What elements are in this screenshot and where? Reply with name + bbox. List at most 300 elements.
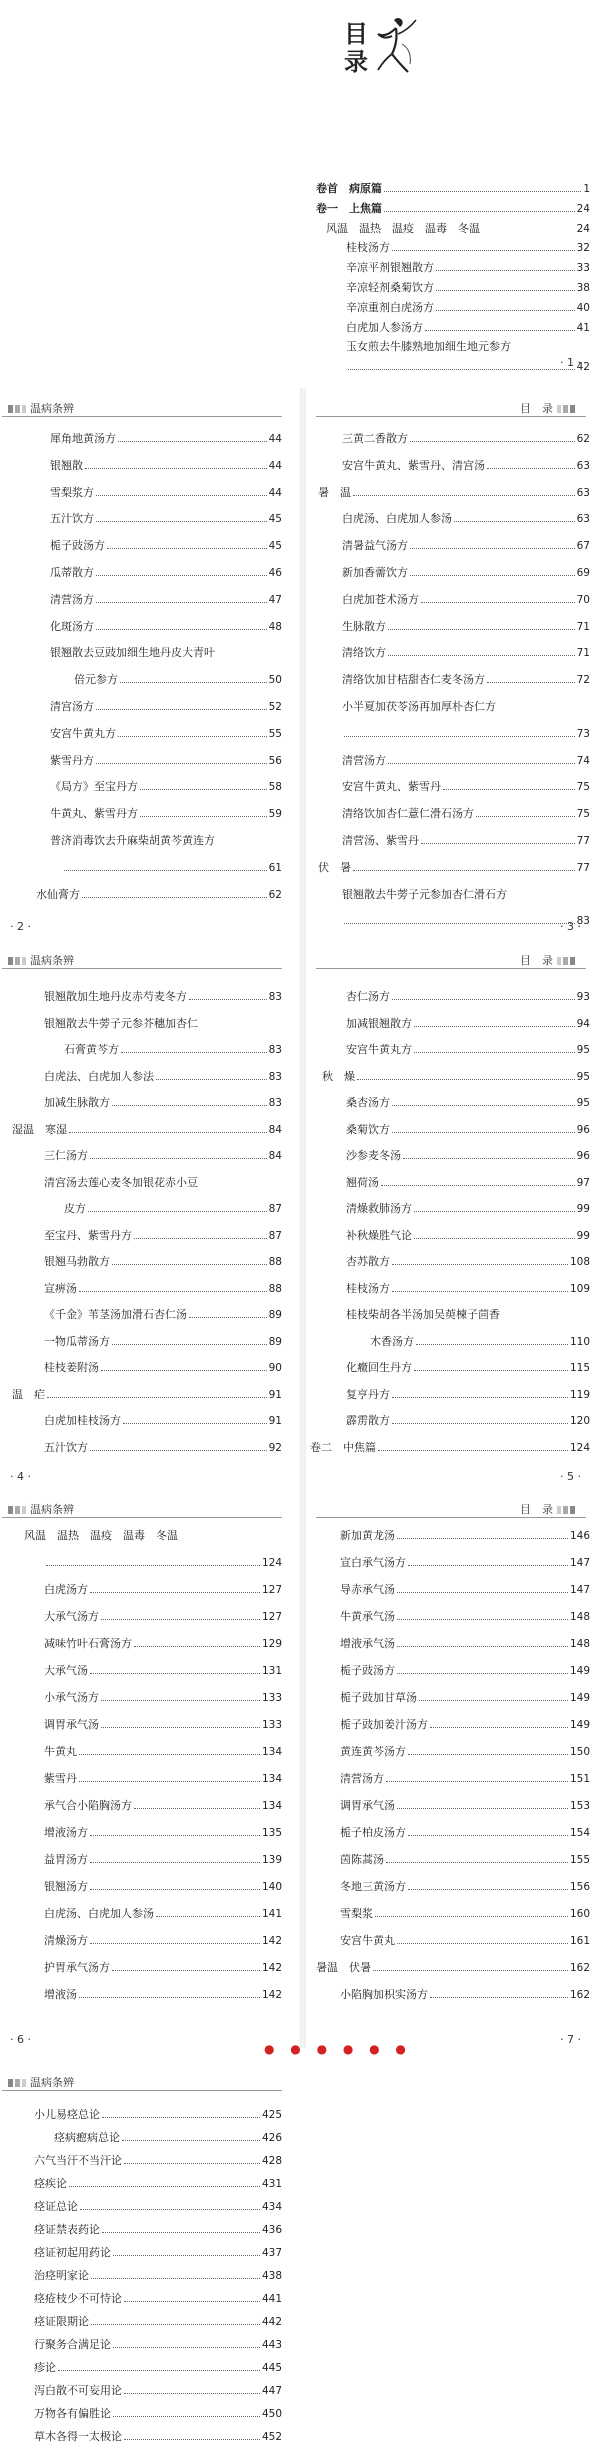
toc-entry[interactable] (44, 1357, 282, 1375)
dot-leader (357, 1079, 575, 1080)
dot-leader (134, 1808, 260, 1809)
dot-leader (69, 1132, 267, 1133)
dot-leader (386, 1781, 568, 1782)
toc-entry-page-number: 56 (268, 754, 282, 767)
toc-entry[interactable] (342, 910, 590, 928)
toc-entry-page-number: 434 (261, 2201, 282, 2213)
toc-entry[interactable] (44, 1172, 282, 1190)
toc-entry-title: 温 疟 (12, 1387, 45, 1401)
toc-entry[interactable] (44, 1795, 282, 1813)
toc-entry[interactable] (34, 2357, 282, 2375)
toc-entry-page-number: 115 (569, 1362, 590, 1374)
toc-entry[interactable] (342, 616, 590, 634)
toc-entry-title: 六气当汗不当汗论 (34, 2154, 122, 2167)
toc-entry[interactable] (318, 857, 590, 875)
toc-entry-title: 清络饮方 (342, 646, 386, 660)
page-number: · 5 · (560, 1470, 581, 1483)
toc-entry[interactable] (340, 1903, 590, 1921)
toc-entry[interactable] (62, 857, 282, 875)
toc-entry[interactable] (340, 1606, 590, 1624)
toc-entry-title: 承气合小陷胸汤方 (44, 1799, 132, 1812)
toc-entry[interactable] (346, 1039, 590, 1057)
page-number: · 1 · (560, 356, 581, 369)
toc-entry[interactable] (44, 1633, 282, 1651)
toc-entry-title: 痉疾论 (34, 2177, 67, 2190)
toc-entry-page-number: 38 (576, 282, 590, 294)
toc-entry-page-number: 437 (261, 2247, 282, 2259)
toc-entry-title: 沙参麦冬汤 (346, 1149, 401, 1162)
toc-entry[interactable] (34, 2265, 282, 2283)
toc-entry-page-number: 52 (268, 701, 282, 713)
toc-entry[interactable] (44, 1984, 282, 2002)
toc-entry-page-number: 70 (576, 593, 590, 606)
toc-entry[interactable] (346, 1304, 590, 1322)
dot-leader (397, 1538, 568, 1539)
toc-entry[interactable] (44, 1552, 282, 1570)
toc-entry[interactable] (50, 508, 282, 526)
dot-leader (430, 1727, 568, 1728)
toc-entry[interactable] (50, 616, 282, 634)
toc-entry[interactable] (44, 1930, 282, 1948)
toc-entry-title: 小儿易痉总论 (34, 2108, 100, 2121)
toc-entry[interactable] (44, 1849, 282, 1867)
dot-leader (425, 330, 575, 331)
toc-entry[interactable] (346, 356, 590, 374)
toc-entry-title: 安宫牛黄丸方 (346, 1043, 412, 1056)
toc-entry-title: 益胃汤方 (44, 1853, 88, 1866)
toc-entry[interactable] (340, 1930, 590, 1948)
toc-entry-title: 导赤承气汤 (340, 1583, 395, 1596)
toc-entry-title: 桂枝柴胡各半汤加吴萸楝子茴香 (346, 1308, 500, 1321)
toc-entry-title: 新加香薷饮方 (342, 566, 408, 579)
dot-leader (90, 1835, 260, 1836)
dot-leader (410, 441, 575, 442)
toc-entry[interactable] (12, 1384, 282, 1402)
toc-entry[interactable] (44, 1579, 282, 1597)
toc-entry-page-number: 41 (576, 321, 590, 334)
toc-entry[interactable] (44, 1145, 282, 1163)
toc-entry[interactable] (346, 1225, 590, 1243)
toc-entry[interactable] (340, 1525, 590, 1543)
toc-entry[interactable] (346, 1278, 590, 1296)
toc-entry-title: 水仙膏方 (36, 887, 80, 901)
toc-entry[interactable] (346, 1410, 590, 1428)
toc-entry[interactable] (318, 482, 590, 500)
toc-entry[interactable] (44, 1687, 282, 1705)
toc-entry[interactable] (346, 317, 590, 335)
dot-leader (416, 1344, 568, 1345)
toc-entry-page-number: 32 (576, 242, 590, 255)
toc-entry-title: 小陷胸加枳实汤方 (340, 1988, 428, 2001)
toc-entry-title: 大承气汤方 (44, 1610, 99, 1623)
toc-entry[interactable] (340, 1849, 590, 1867)
toc-entry[interactable] (44, 1741, 282, 1759)
toc-entry-title: 治痉明家论 (34, 2269, 89, 2282)
toc-entry[interactable] (346, 1013, 590, 1031)
book-gutter (300, 388, 306, 2048)
toc-entry[interactable] (346, 1357, 590, 1375)
dot-leader (397, 1943, 568, 1944)
toc-entry[interactable] (34, 2380, 282, 2398)
toc-entry-title: 桑杏汤方 (346, 1096, 390, 1109)
toc-entry[interactable] (50, 750, 282, 768)
toc-entry[interactable] (346, 1198, 590, 1216)
toc-entry[interactable] (64, 1198, 282, 1216)
dot-leader (46, 1565, 260, 1566)
toc-entry-page-number: 62 (268, 888, 282, 901)
toc-entry-title: 银翘马勃散方 (44, 1255, 110, 1268)
toc-entry-page-number: 62 (576, 433, 590, 445)
toc-entry-page-number: 40 (576, 301, 590, 314)
toc-entry-title: 三黄二香散方 (342, 432, 408, 445)
dot-leader (397, 1592, 568, 1593)
toc-entry-page-number: 83 (268, 991, 282, 1003)
dot-leader (414, 1052, 575, 1053)
toc-entry[interactable] (44, 1903, 282, 1921)
toc-entry[interactable] (310, 1437, 590, 1455)
toc-entry[interactable] (34, 2403, 282, 2421)
toc-entry[interactable] (44, 1876, 282, 1894)
toc-entry-title: 桂枝汤方 (346, 241, 390, 255)
toc-entry-page-number: 45 (268, 540, 282, 553)
toc-entry[interactable] (34, 2242, 282, 2260)
toc-entry-title: 风温 温热 温疫 温毒 冬温 (326, 221, 480, 235)
toc-entry[interactable] (340, 1579, 590, 1597)
dot-leader (397, 1646, 568, 1647)
dot-leader (419, 1700, 568, 1701)
toc-entry[interactable] (342, 589, 590, 607)
toc-entry[interactable] (316, 178, 590, 196)
dot-leader (140, 816, 267, 817)
toc-entry-page-number: 77 (576, 861, 590, 874)
toc-entry[interactable] (340, 1795, 590, 1813)
dot-leader (392, 1105, 575, 1106)
toc-entry[interactable] (340, 1876, 590, 1894)
dot-leader (392, 1132, 575, 1133)
toc-entry[interactable] (44, 1225, 282, 1243)
toc-entry[interactable] (342, 696, 590, 714)
toc-entry[interactable] (50, 589, 282, 607)
toc-entry[interactable] (342, 535, 590, 553)
dot-leader (96, 575, 267, 576)
toc-entry[interactable] (316, 198, 590, 216)
running-header: 目 录 (520, 952, 579, 968)
toc-entry[interactable] (346, 257, 590, 275)
toc-entry-title: 冬地三黄汤方 (340, 1880, 406, 1893)
toc-entry-title: 秋 燥 (322, 1069, 355, 1083)
dot-leader (101, 1619, 260, 1620)
toc-entry[interactable] (342, 508, 590, 526)
toc-entry[interactable] (326, 218, 590, 236)
toc-entry-title: 清宫汤方 (50, 700, 94, 713)
toc-entry-title: 牛黄承气汤 (340, 1610, 395, 1623)
toc-entry-title: 大承气汤 (44, 1664, 88, 1677)
dot-leader (414, 1211, 575, 1212)
toc-entry[interactable] (36, 884, 282, 902)
toc-entry-title: 白虎法、白虎加人参法 (44, 1069, 154, 1083)
dot-leader (96, 602, 267, 603)
toc-entry[interactable] (322, 1066, 590, 1084)
toc-entry-title: 伏 暑 (318, 860, 351, 874)
toc-entry[interactable] (44, 1013, 282, 1031)
toc-entry[interactable] (44, 1092, 282, 1110)
toc-entry[interactable] (50, 562, 282, 580)
dot-leader (47, 1397, 267, 1398)
toc-entry[interactable] (24, 1525, 282, 1543)
toc-entry-title: 翘荷汤 (346, 1175, 379, 1189)
toc-entry-page-number: 149 (569, 1719, 590, 1731)
toc-entry-page-number: 63 (576, 486, 590, 499)
toc-entry-page-number: 142 (261, 1989, 282, 2001)
dot-leader (378, 1450, 568, 1451)
dot-leader (392, 1264, 568, 1265)
toc-entry[interactable] (346, 1092, 590, 1110)
toc-entry[interactable] (346, 237, 590, 255)
dot-leader (58, 2370, 260, 2371)
toc-entry-title: 紫雪丹方 (50, 753, 94, 767)
toc-entry-page-number: 162 (569, 1989, 590, 2001)
dot-leader (384, 211, 575, 212)
dot-leader (101, 1370, 267, 1371)
toc-entry[interactable] (340, 1687, 590, 1705)
toc-entry[interactable] (50, 535, 282, 553)
toc-entry[interactable] (44, 1251, 282, 1269)
toc-entry-page-number: 147 (569, 1557, 590, 1569)
toc-entry[interactable] (44, 1437, 282, 1455)
running-header: 温病条辨 (4, 400, 74, 416)
toc-entry[interactable] (44, 1066, 282, 1084)
toc-entry-title: 栀子豉汤方 (340, 1664, 395, 1677)
toc-entry-title: 清营汤、紫雪丹 (342, 834, 419, 847)
dot-leader (101, 1727, 260, 1728)
toc-entry-page-number: 156 (569, 1881, 590, 1893)
dot-leader (408, 1889, 568, 1890)
dot-leader (113, 2347, 260, 2348)
toc-list-page-2 (0, 388, 300, 938)
toc-entry-title: 清营汤方 (50, 592, 94, 606)
toc-entry[interactable] (346, 336, 590, 354)
toc-entry-title: 白虎加苍术汤方 (342, 592, 419, 606)
toc-entry-title: 倍元参方 (74, 673, 118, 687)
toc-entry-title: 行聚务合满足论 (34, 2338, 111, 2351)
toc-entry[interactable] (342, 642, 590, 660)
toc-entry[interactable] (346, 986, 590, 1004)
dot-leader (392, 999, 575, 1000)
toc-entry[interactable] (50, 482, 282, 500)
toc-entry-title: 清营汤方 (342, 753, 386, 767)
toc-entry-title: 安宫牛黄丸、紫雪丹、清宫汤 (342, 458, 485, 472)
toc-entry-page-number: 153 (569, 1800, 590, 1812)
toc-entry-page-number: 428 (261, 2155, 282, 2167)
toc-entry-page-number: 110 (569, 1335, 590, 1348)
toc-entry[interactable] (342, 669, 590, 687)
toc-entry-page-number: 155 (569, 1854, 590, 1866)
toc-entry-title: 疹论 (34, 2361, 56, 2374)
dot-leader (384, 191, 581, 192)
toc-entry[interactable] (44, 1768, 282, 1786)
toc-entry-title: 辛凉轻剂桑菊饮方 (346, 281, 434, 294)
dot-leader (79, 1781, 260, 1782)
toc-entry-page-number: 134 (261, 1746, 282, 1758)
toc-entry[interactable] (50, 455, 282, 473)
toc-entry[interactable] (50, 776, 282, 794)
toc-entry[interactable] (34, 2426, 282, 2444)
toc-entry-title: 栀子豉加姜汁汤方 (340, 1718, 428, 1731)
toc-entry[interactable] (342, 803, 590, 821)
toc-entry[interactable] (346, 1172, 590, 1190)
toc-entry[interactable] (340, 1984, 590, 2002)
toc-entry-page-number: 42 (576, 361, 590, 374)
toc-entry[interactable] (340, 1660, 590, 1678)
toc-entry[interactable] (34, 2219, 282, 2237)
dot-leader (79, 1997, 260, 1998)
toc-entry[interactable] (342, 562, 590, 580)
toc-entry[interactable] (44, 1660, 282, 1678)
toc-entry[interactable] (346, 1145, 590, 1163)
page-number: · 6 · (10, 2033, 31, 2046)
dot-leader (118, 441, 267, 442)
toc-entry[interactable] (340, 1741, 590, 1759)
dot-leader (90, 1673, 260, 1674)
toc-entry-page-number: 55 (268, 727, 282, 740)
toc-entry-page-number: 124 (261, 1557, 282, 1569)
toc-entry[interactable] (64, 1039, 282, 1057)
toc-entry-title: 小半夏加茯苓汤再加厚朴杏仁方 (342, 700, 496, 713)
toc-entry-title: 卷首 病原篇 (316, 182, 382, 195)
toc-entry-page-number: 33 (576, 262, 590, 275)
toc-entry-title: 减味竹叶石膏汤方 (44, 1637, 132, 1650)
toc-entry[interactable] (44, 1957, 282, 1975)
toc-entry-page-number: 83 (268, 1044, 282, 1056)
toc-entry-title: 清络饮加甘桔甜杏仁麦冬汤方 (342, 673, 485, 687)
dot-leader (408, 1754, 568, 1755)
toc-entry-title: 护胃承气汤方 (44, 1961, 110, 1974)
toc-entry[interactable] (340, 1768, 590, 1786)
toc-entry-title: 栀子豉加甘草汤 (340, 1691, 417, 1704)
toc-entry-page-number: 425 (261, 2109, 282, 2121)
toc-entry[interactable] (50, 830, 282, 848)
toc-entry[interactable] (34, 2334, 282, 2352)
toc-entry[interactable] (44, 1822, 282, 1840)
toc-entry[interactable] (12, 1119, 282, 1137)
dot-leader (107, 548, 267, 549)
toc-entry-page-number: 50 (268, 674, 282, 687)
dot-leader (120, 682, 267, 683)
toc-entry-title: 清营汤方 (340, 1772, 384, 1785)
dot-leader (397, 1808, 568, 1809)
toc-entry[interactable] (346, 297, 590, 315)
toc-entry[interactable] (34, 2311, 282, 2329)
dot-leader (189, 999, 267, 1000)
toc-entry[interactable] (44, 1304, 282, 1322)
toc-entry[interactable] (34, 2196, 282, 2214)
toc-entry-page-number: 63 (576, 459, 590, 472)
toc-entry[interactable] (54, 2127, 282, 2145)
toc-entry[interactable] (34, 2173, 282, 2191)
toc-entry[interactable] (34, 2288, 282, 2306)
toc-entry[interactable] (316, 1957, 590, 1975)
toc-entry[interactable] (342, 884, 590, 902)
toc-entry[interactable] (34, 2104, 282, 2122)
dot-leader (392, 1397, 568, 1398)
toc-entry-page-number: 124 (569, 1441, 590, 1454)
toc-entry[interactable] (342, 830, 590, 848)
running-header: 温病条辨 (4, 2074, 74, 2090)
dot-leader (392, 250, 575, 251)
toc-entry[interactable] (74, 669, 282, 687)
toc-entry[interactable] (44, 1606, 282, 1624)
toc-entry[interactable] (340, 1633, 590, 1651)
toc-entry[interactable] (342, 455, 590, 473)
toc-entry[interactable] (346, 1119, 590, 1137)
toc-entry-title: 杏仁汤方 (346, 990, 390, 1003)
toc-entry-page-number: 134 (261, 1800, 282, 1812)
dot-leader (408, 1835, 568, 1836)
toc-entry-page-number: 84 (268, 1123, 282, 1136)
toc-entry[interactable] (340, 1714, 590, 1732)
toc-entry-title: 五汁饮方 (50, 512, 94, 526)
toc-entry[interactable] (50, 428, 282, 446)
toc-entry-page-number: 94 (576, 1017, 590, 1030)
toc-entry[interactable] (346, 277, 590, 295)
toc-entry[interactable] (340, 1822, 590, 1840)
toc-entry-page-number: 47 (268, 593, 282, 606)
toc-entry-title: 清燥救肺汤方 (346, 1202, 412, 1215)
toc-entry[interactable] (342, 776, 590, 794)
toc-entry-page-number: 109 (569, 1282, 590, 1295)
toc-entry-page-number: 87 (268, 1229, 282, 1242)
toc-entry[interactable] (346, 1384, 590, 1402)
dot-leader (476, 816, 575, 817)
dot-leader (79, 1754, 260, 1755)
dot-leader (134, 1646, 260, 1647)
toc-list-page-1 (306, 0, 600, 388)
toc-entry[interactable] (50, 803, 282, 821)
toc-entry[interactable] (342, 428, 590, 446)
toc-entry[interactable] (44, 986, 282, 1004)
toc-entry-page-number: 148 (569, 1638, 590, 1650)
toc-entry-title: 桂枝姜附汤 (44, 1361, 99, 1374)
toc-entry[interactable] (50, 723, 282, 741)
toc-entry-title: 银翘散去牛蒡子元参芥穗加杏仁 (44, 1016, 198, 1030)
toc-entry-title: 《局方》至宝丹方 (50, 780, 138, 794)
dot-leader (392, 1423, 568, 1424)
toc-entry[interactable] (342, 750, 590, 768)
toc-entry-title: 白虎汤方 (44, 1583, 88, 1596)
toc-entry-title: 雪梨浆方 (50, 485, 94, 499)
toc-entry[interactable] (44, 1331, 282, 1349)
toc-entry-page-number: 87 (268, 1203, 282, 1215)
toc-entry[interactable] (44, 1714, 282, 1732)
dot-leader (96, 521, 267, 522)
toc-entry[interactable] (34, 2150, 282, 2168)
toc-entry-title: 调胃承气汤 (44, 1718, 99, 1731)
toc-entry-title: 辛凉平剂银翘散方 (346, 261, 434, 275)
toc-entry-title: 普济消毒饮去升麻柴胡黄芩黄连方 (50, 834, 215, 847)
toc-entry[interactable] (50, 696, 282, 714)
toc-entry[interactable] (346, 1251, 590, 1269)
toc-entry[interactable] (342, 723, 590, 741)
toc-entry[interactable] (50, 642, 282, 660)
toc-entry[interactable] (340, 1552, 590, 1570)
toc-entry[interactable] (370, 1331, 590, 1349)
toc-entry[interactable] (44, 1278, 282, 1296)
toc-entry-title: 栀子豉汤方 (50, 539, 105, 553)
toc-entry-title: 安宫牛黄丸方 (50, 726, 116, 740)
dot-leader (348, 369, 575, 370)
toc-entry-page-number: 58 (268, 781, 282, 794)
toc-entry[interactable] (44, 1410, 282, 1428)
